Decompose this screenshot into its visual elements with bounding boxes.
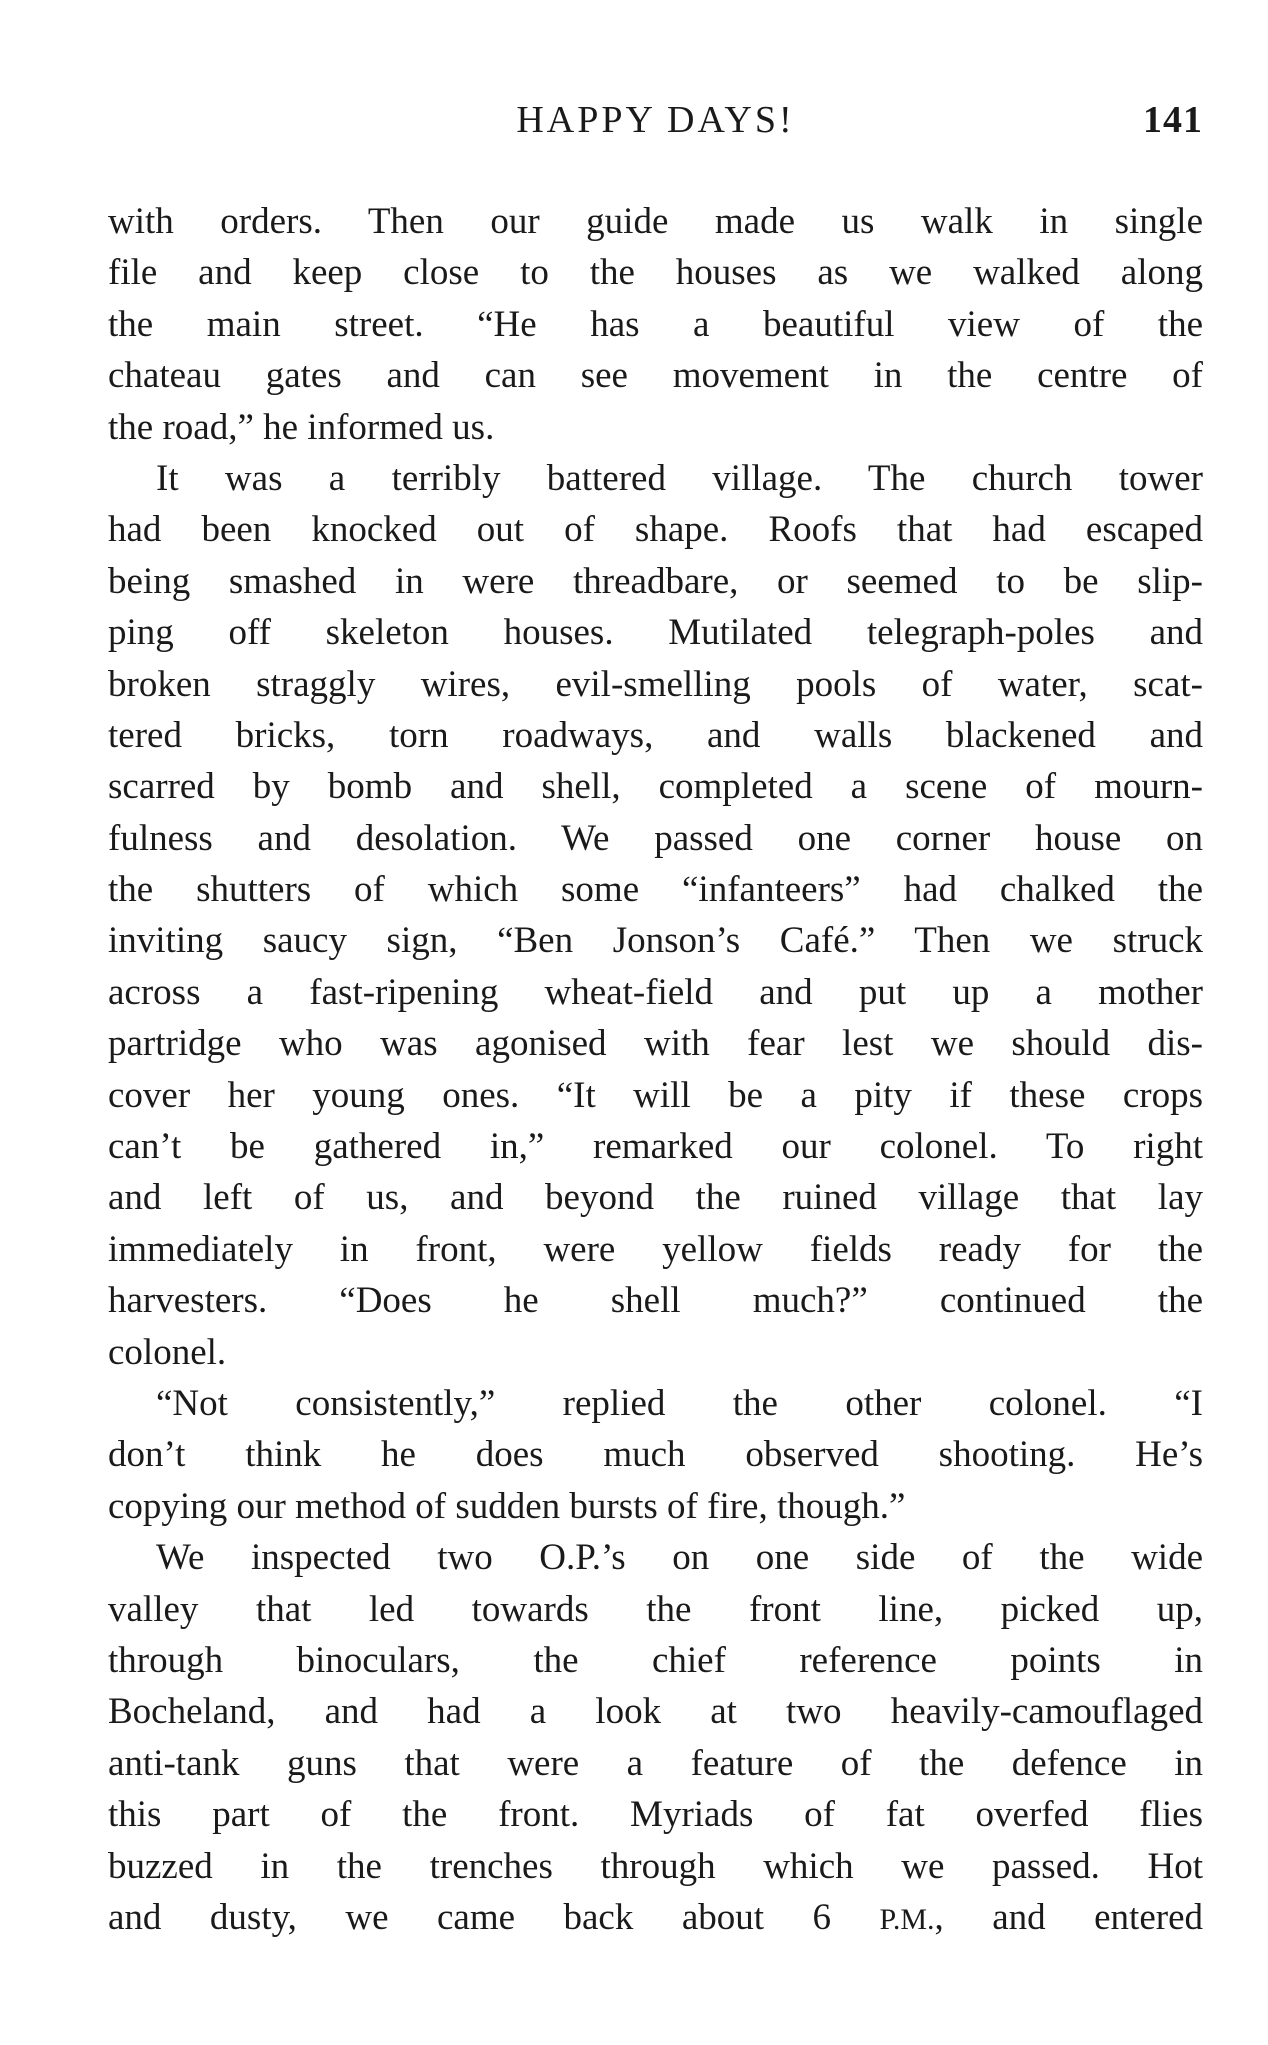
text-line: partridge who was agonised with fear lest we should dis- xyxy=(108,1023,1203,1065)
text-line: broken straggly wires, evil-smelling pools of water, scat- xyxy=(108,663,1203,705)
small-caps-time: P.M. xyxy=(879,1902,935,1936)
text-line: copying our method of sudden bursts of fire, though.” xyxy=(108,1485,906,1527)
text-line: inviting saucy sign, “Ben Jonson’s Café.” Then we struck xyxy=(108,920,1203,962)
text-line: the main street. “He has a beautiful view of the xyxy=(108,303,1203,345)
text-line: fulness and desolation. We passed one corner house on xyxy=(108,817,1203,859)
text-line: We inspected two O.P.’s on one side of the wide xyxy=(156,1537,1203,1579)
text-line: cover her young ones. “It will be a pity if these crops xyxy=(108,1074,1203,1116)
text-line: had been knocked out of shape. Roofs that had escaped xyxy=(108,509,1203,551)
text-line: It was a terribly battered village. The church tower xyxy=(156,457,1203,499)
text-line: colonel. xyxy=(108,1331,227,1373)
text-line: ping off skeleton houses. Mutilated telegraph-poles and xyxy=(108,612,1203,654)
body-text xyxy=(108,196,1203,1943)
page-number: 141 xyxy=(1143,99,1203,141)
text-line: file and keep close to the houses as we walked along xyxy=(108,252,1203,294)
running-title: HAPPY DAYS! xyxy=(516,99,795,141)
text-line: buzzed in the trenches through which we passed. Hot xyxy=(108,1845,1203,1887)
text-line: don’t think he does much observed shooting. He’s xyxy=(108,1434,1203,1476)
text-line: tered bricks, torn roadways, and walls blackened and xyxy=(108,714,1203,756)
text-line: “Not consistently,” replied the other colonel. “I xyxy=(156,1382,1203,1424)
text-line: through binoculars, the chief reference points in xyxy=(108,1639,1203,1681)
text-line: scarred by bomb and shell, completed a scene of mourn- xyxy=(108,766,1203,808)
text-line: and dusty, we came back about 6 P.M., and entered xyxy=(108,1896,1203,1938)
text-line: being smashed in were threadbare, or seemed to be slip- xyxy=(108,560,1203,602)
text-line: across a fast-ripening wheat-field and put up a mother xyxy=(108,971,1203,1013)
text-line: the shutters of which some “infanteers” had chalked the xyxy=(108,869,1203,911)
text-line: anti-tank guns that were a feature of the defence in xyxy=(108,1742,1203,1784)
text-line: can’t be gathered in,” remarked our colonel. To right xyxy=(108,1126,1203,1168)
text-line: immediately in front, were yellow fields ready for the xyxy=(108,1228,1203,1270)
text-line: harvesters. “Does he shell much?” continued the xyxy=(108,1280,1203,1322)
text-line: chateau gates and can see movement in the centre of xyxy=(108,355,1203,397)
text-line: valley that led towards the front line, picked up, xyxy=(108,1588,1203,1630)
text-line: the road,” he informed us. xyxy=(108,406,495,448)
text-line: with orders. Then our guide made us walk in single xyxy=(108,201,1203,242)
running-head xyxy=(108,98,1203,148)
text-line: Bocheland, and had a look at two heavily-camouflaged xyxy=(108,1691,1203,1733)
text-line: and left of us, and beyond the ruined village that lay xyxy=(108,1177,1203,1219)
text-line: this part of the front. Myriads of fat overfed flies xyxy=(108,1794,1203,1836)
